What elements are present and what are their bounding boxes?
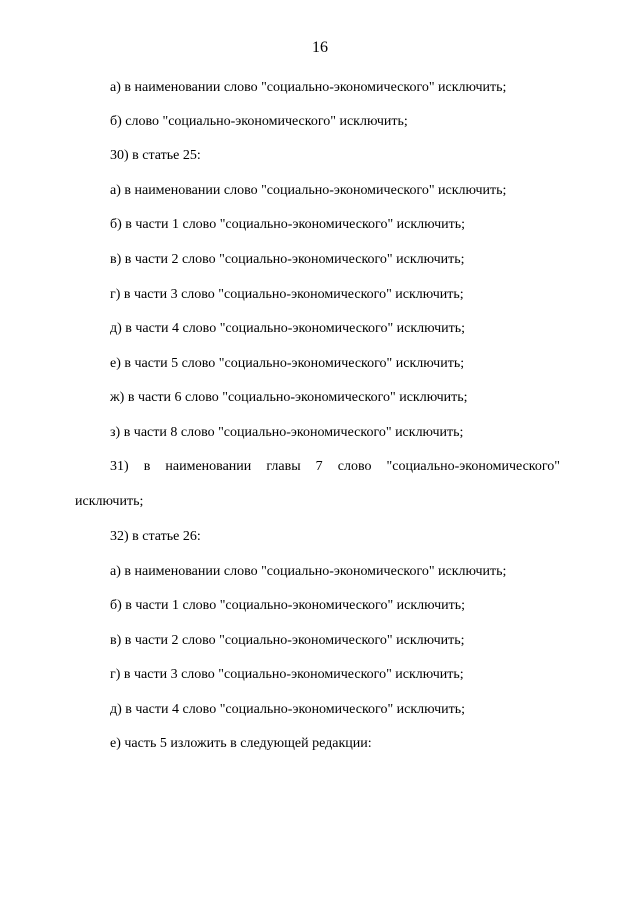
page-number: 16 [312,39,328,56]
paragraph-line: ж) в части 6 слово "социально-экономического" исключить; [110,390,468,405]
paragraph-line: а) в наименовании слово "социально-экономического" исключить; [110,80,507,95]
paragraph-line: б) в части 1 слово "социально-экономического" исключить; [110,598,466,613]
paragraph-line: е) часть 5 изложить в следующей редакции: [110,736,372,751]
paragraph-line: д) в части 4 слово "социально-экономического" исключить; [110,702,466,717]
paragraph-line: 32) в статье 26: [110,529,201,544]
paragraph-line: д) в части 4 слово "социально-экономического" исключить; [110,321,466,336]
paragraph-line: г) в части 3 слово "социально-экономического" исключить; [110,667,464,682]
paragraph-line: а) в наименовании слово "социально-экономического" исключить; [110,183,507,198]
paragraph-line: б) в части 1 слово "социально-экономического" исключить; [110,217,466,232]
paragraph-line: в) в части 2 слово "социально-экономического" исключить; [110,633,465,648]
paragraph-line: з) в части 8 слово "социально-экономического" исключить; [110,425,464,440]
paragraph-continuation: исключить; [75,494,144,509]
paragraph-line-justified: 31) в наименовании главы 7 слово "социально-экономического" [110,459,560,474]
paragraph-line: г) в части 3 слово "социально-экономического" исключить; [110,287,464,302]
paragraph-line: 30) в статье 25: [110,148,201,163]
paragraph-line: в) в части 2 слово "социально-экономического" исключить; [110,252,465,267]
paragraph-line: е) в части 5 слово "социально-экономического" исключить; [110,356,465,371]
paragraph-line: б) слово "социально-экономического" исключить; [110,114,408,129]
paragraph-line: а) в наименовании слово "социально-экономического" исключить; [110,564,507,579]
